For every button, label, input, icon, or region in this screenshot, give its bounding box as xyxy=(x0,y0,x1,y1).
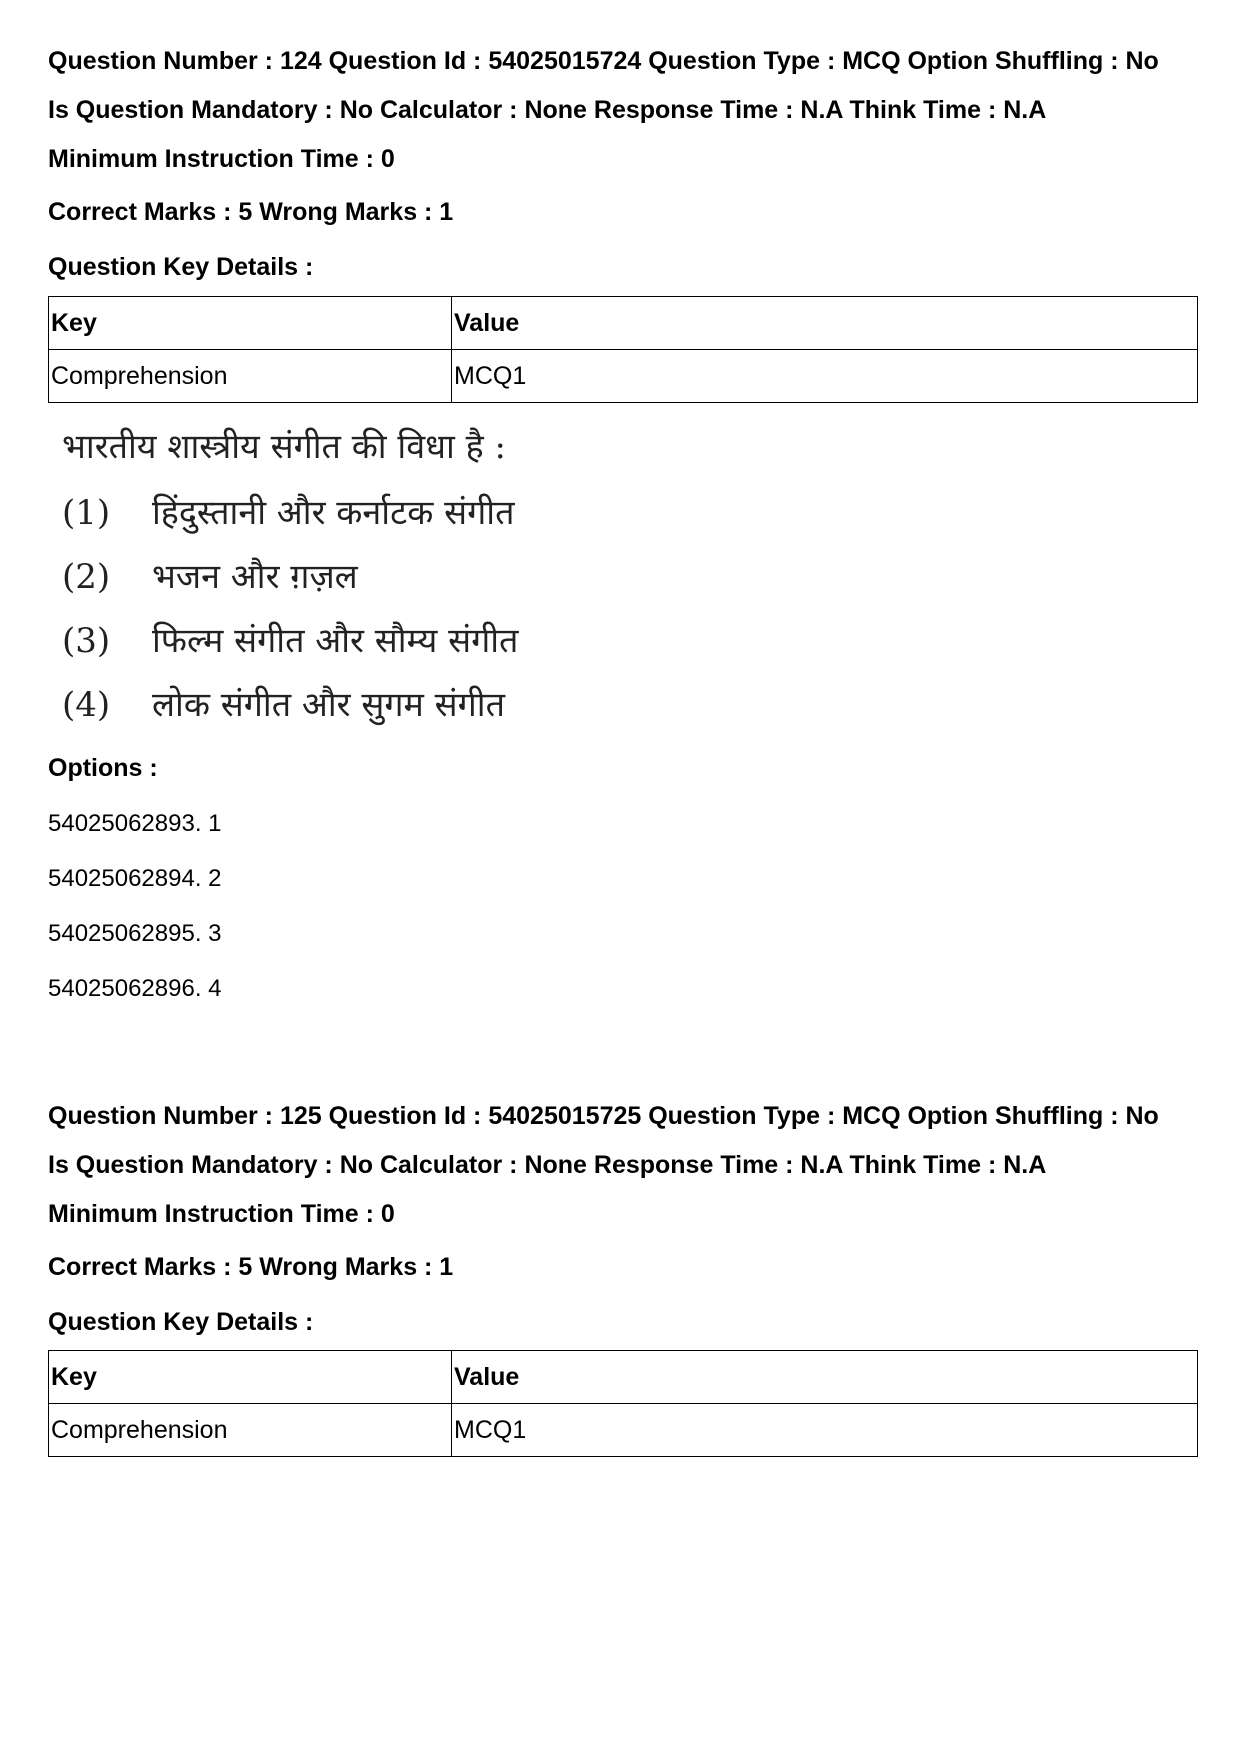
value-cell: MCQ1 xyxy=(452,350,1198,403)
option-id-2: 54025062894. 2 xyxy=(48,865,222,892)
option-text: भजन और ग़ज़ल xyxy=(152,557,358,597)
options-label: Options : xyxy=(48,754,158,782)
table-header-row xyxy=(49,1351,1198,1404)
key-details-table-125 xyxy=(48,1350,1198,1457)
key-details-label: Question Key Details : xyxy=(48,253,314,281)
hindi-option-4 xyxy=(62,680,505,726)
marks-line: Correct Marks : 5 Wrong Marks : 1 xyxy=(48,198,454,226)
question-stem: भारतीय शास्त्रीय संगीत की विधा है : xyxy=(62,427,506,467)
question-meta-line-1: Question Number : 124 Question Id : 54025015724 Question Type : MCQ Option Shuffling : No xyxy=(48,47,1159,75)
hindi-option-3 xyxy=(62,616,518,662)
question-meta-line-1: Question Number : 125 Question Id : 54025015725 Question Type : MCQ Option Shuffling : No xyxy=(48,1102,1159,1130)
option-text: लोक संगीत और सुगम संगीत xyxy=(152,685,505,725)
option-text: फिल्म संगीत और सौम्य संगीत xyxy=(152,621,519,661)
question-124-header xyxy=(48,37,1198,184)
table-header-row xyxy=(49,297,1198,350)
key-cell: Comprehension xyxy=(49,350,452,403)
value-header: Value xyxy=(452,1351,1198,1404)
key-header: Key xyxy=(49,1351,452,1404)
question-meta-line-3: Minimum Instruction Time : 0 xyxy=(48,145,395,173)
table-row xyxy=(49,350,1198,403)
question-125-header xyxy=(48,1092,1198,1239)
option-id-1: 54025062893. 1 xyxy=(48,810,222,837)
option-id-3: 54025062895. 3 xyxy=(48,920,222,947)
question-meta-line-3: Minimum Instruction Time : 0 xyxy=(48,1200,395,1228)
option-number: (3) xyxy=(62,621,111,661)
value-cell: MCQ1 xyxy=(452,1404,1198,1457)
option-id-4: 54025062896. 4 xyxy=(48,975,222,1002)
hindi-option-2 xyxy=(62,552,358,598)
key-cell: Comprehension xyxy=(49,1404,452,1457)
question-meta-line-2: Is Question Mandatory : No Calculator : None Response Time : N.A Think Time : N.A xyxy=(48,1151,1047,1179)
table-row xyxy=(49,1404,1198,1457)
hindi-option-1 xyxy=(62,488,514,534)
option-number: (4) xyxy=(62,685,111,725)
marks-line: Correct Marks : 5 Wrong Marks : 1 xyxy=(48,1253,454,1281)
option-number: (1) xyxy=(62,493,111,533)
key-details-table-124 xyxy=(48,296,1198,403)
key-details-label: Question Key Details : xyxy=(48,1308,314,1336)
question-meta-line-2: Is Question Mandatory : No Calculator : None Response Time : N.A Think Time : N.A xyxy=(48,96,1047,124)
key-header: Key xyxy=(49,297,452,350)
option-number: (2) xyxy=(62,557,111,597)
value-header: Value xyxy=(452,297,1198,350)
option-text: हिंदुस्तानी और कर्नाटक संगीत xyxy=(152,493,515,533)
